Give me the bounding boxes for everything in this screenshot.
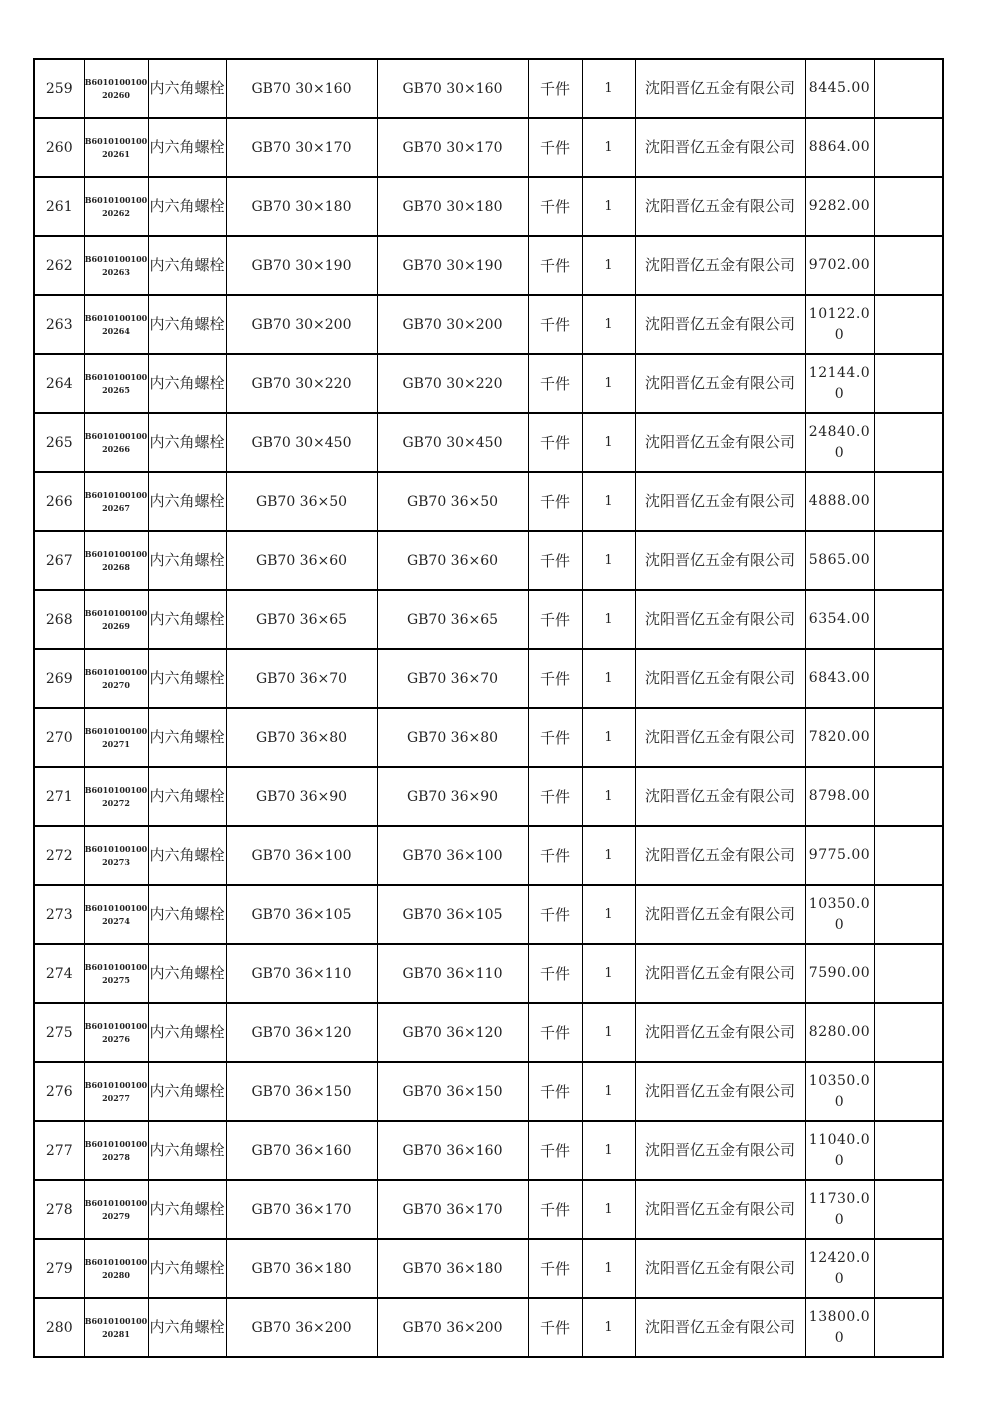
remarks-cell: [874, 59, 943, 118]
supplier-cell: 沈阳晋亿五金有限公司: [635, 295, 805, 354]
specification-cell: GB70 30×190: [226, 236, 377, 295]
supplier-cell: 沈阳晋亿五金有限公司: [635, 472, 805, 531]
price-cell: 7590.00: [805, 944, 874, 1003]
quantity-cell: 1: [582, 826, 635, 885]
remarks-cell: [874, 354, 943, 413]
unit-cell: 千件: [528, 826, 582, 885]
unit-cell: 千件: [528, 1298, 582, 1357]
row-number-cell: 263: [34, 295, 84, 354]
supplier-cell: 沈阳晋亿五金有限公司: [635, 413, 805, 472]
unit-cell: 千件: [528, 1239, 582, 1298]
table-row: [34, 1003, 943, 1062]
specification-cell: GB70 36×110: [226, 944, 377, 1003]
quantity-cell: 1: [582, 1239, 635, 1298]
price-cell: 7820.00: [805, 708, 874, 767]
model-cell: GB70 36×160: [377, 1121, 528, 1180]
specification-cell: GB70 36×150: [226, 1062, 377, 1121]
model-cell: GB70 36×110: [377, 944, 528, 1003]
specification-cell: GB70 36×90: [226, 767, 377, 826]
quantity-cell: 1: [582, 944, 635, 1003]
row-number-cell: 271: [34, 767, 84, 826]
price-cell: 6843.00: [805, 649, 874, 708]
supplier-cell: 沈阳晋亿五金有限公司: [635, 1062, 805, 1121]
unit-cell: 千件: [528, 708, 582, 767]
model-cell: GB70 36×150: [377, 1062, 528, 1121]
specification-cell: GB70 36×65: [226, 590, 377, 649]
unit-cell: 千件: [528, 236, 582, 295]
remarks-cell: [874, 472, 943, 531]
price-cell: 9282.00: [805, 177, 874, 236]
table-row: [34, 472, 943, 531]
material-code-cell: B601010010020261: [84, 118, 148, 177]
table-row: [34, 531, 943, 590]
remarks-cell: [874, 1180, 943, 1239]
remarks-cell: [874, 1003, 943, 1062]
row-number-cell: 273: [34, 885, 84, 944]
quantity-cell: 1: [582, 1003, 635, 1062]
item-name-cell: 内六角螺栓: [148, 649, 226, 708]
row-number-cell: 267: [34, 531, 84, 590]
item-name-cell: 内六角螺栓: [148, 1298, 226, 1357]
material-code-cell: B601010010020270: [84, 649, 148, 708]
row-number-cell: 278: [34, 1180, 84, 1239]
model-cell: GB70 30×450: [377, 413, 528, 472]
material-code-cell: B601010010020277: [84, 1062, 148, 1121]
row-number-cell: 277: [34, 1121, 84, 1180]
item-name-cell: 内六角螺栓: [148, 59, 226, 118]
quantity-cell: 1: [582, 118, 635, 177]
table-row: [34, 590, 943, 649]
specification-cell: GB70 30×220: [226, 354, 377, 413]
material-code-cell: B601010010020278: [84, 1121, 148, 1180]
price-cell: 24840.00: [805, 413, 874, 472]
remarks-cell: [874, 1062, 943, 1121]
item-name-cell: 内六角螺栓: [148, 1121, 226, 1180]
quantity-cell: 1: [582, 413, 635, 472]
unit-cell: 千件: [528, 1180, 582, 1239]
supplier-cell: 沈阳晋亿五金有限公司: [635, 708, 805, 767]
quantity-cell: 1: [582, 1298, 635, 1357]
row-number-cell: 279: [34, 1239, 84, 1298]
price-cell: 13800.00: [805, 1298, 874, 1357]
price-cell: 8445.00: [805, 59, 874, 118]
unit-cell: 千件: [528, 59, 582, 118]
price-cell: 12144.00: [805, 354, 874, 413]
row-number-cell: 268: [34, 590, 84, 649]
unit-cell: 千件: [528, 1062, 582, 1121]
model-cell: GB70 36×50: [377, 472, 528, 531]
material-code-cell: B601010010020269: [84, 590, 148, 649]
item-name-cell: 内六角螺栓: [148, 1180, 226, 1239]
table-row: [34, 944, 943, 1003]
item-name-cell: 内六角螺栓: [148, 826, 226, 885]
item-name-cell: 内六角螺栓: [148, 708, 226, 767]
remarks-cell: [874, 413, 943, 472]
material-code-cell: B601010010020276: [84, 1003, 148, 1062]
row-number-cell: 265: [34, 413, 84, 472]
model-cell: GB70 36×65: [377, 590, 528, 649]
specification-cell: GB70 30×170: [226, 118, 377, 177]
remarks-cell: [874, 118, 943, 177]
material-code-cell: B601010010020264: [84, 295, 148, 354]
quantity-cell: 1: [582, 590, 635, 649]
supplier-cell: 沈阳晋亿五金有限公司: [635, 1121, 805, 1180]
model-cell: GB70 30×190: [377, 236, 528, 295]
specification-cell: GB70 36×200: [226, 1298, 377, 1357]
table-row: [34, 354, 943, 413]
price-list-table: [33, 58, 944, 1358]
unit-cell: 千件: [528, 413, 582, 472]
price-cell: 11040.00: [805, 1121, 874, 1180]
table-row: [34, 885, 943, 944]
supplier-cell: 沈阳晋亿五金有限公司: [635, 1180, 805, 1239]
row-number-cell: 266: [34, 472, 84, 531]
remarks-cell: [874, 236, 943, 295]
material-code-cell: B601010010020263: [84, 236, 148, 295]
material-code-cell: B601010010020281: [84, 1298, 148, 1357]
table-row: [34, 177, 943, 236]
specification-cell: GB70 36×170: [226, 1180, 377, 1239]
table-row: [34, 649, 943, 708]
row-number-cell: 276: [34, 1062, 84, 1121]
unit-cell: 千件: [528, 649, 582, 708]
item-name-cell: 内六角螺栓: [148, 118, 226, 177]
table-row: [34, 59, 943, 118]
price-cell: 6354.00: [805, 590, 874, 649]
quantity-cell: 1: [582, 177, 635, 236]
model-cell: GB70 30×180: [377, 177, 528, 236]
row-number-cell: 260: [34, 118, 84, 177]
remarks-cell: [874, 944, 943, 1003]
material-code-cell: B601010010020275: [84, 944, 148, 1003]
unit-cell: 千件: [528, 118, 582, 177]
specification-cell: GB70 30×450: [226, 413, 377, 472]
unit-cell: 千件: [528, 531, 582, 590]
quantity-cell: 1: [582, 531, 635, 590]
remarks-cell: [874, 1239, 943, 1298]
specification-cell: GB70 36×160: [226, 1121, 377, 1180]
specification-cell: GB70 36×70: [226, 649, 377, 708]
specification-cell: GB70 36×80: [226, 708, 377, 767]
supplier-cell: 沈阳晋亿五金有限公司: [635, 767, 805, 826]
unit-cell: 千件: [528, 1003, 582, 1062]
row-number-cell: 269: [34, 649, 84, 708]
supplier-cell: 沈阳晋亿五金有限公司: [635, 885, 805, 944]
material-code-cell: B601010010020268: [84, 531, 148, 590]
supplier-cell: 沈阳晋亿五金有限公司: [635, 236, 805, 295]
quantity-cell: 1: [582, 649, 635, 708]
item-name-cell: 内六角螺栓: [148, 177, 226, 236]
table-row: [34, 1062, 943, 1121]
supplier-cell: 沈阳晋亿五金有限公司: [635, 354, 805, 413]
quantity-cell: 1: [582, 295, 635, 354]
material-code-cell: B601010010020273: [84, 826, 148, 885]
row-number-cell: 275: [34, 1003, 84, 1062]
supplier-cell: 沈阳晋亿五金有限公司: [635, 1003, 805, 1062]
unit-cell: 千件: [528, 472, 582, 531]
specification-cell: GB70 36×180: [226, 1239, 377, 1298]
material-code-cell: B601010010020265: [84, 354, 148, 413]
item-name-cell: 内六角螺栓: [148, 472, 226, 531]
quantity-cell: 1: [582, 1180, 635, 1239]
item-name-cell: 内六角螺栓: [148, 413, 226, 472]
unit-cell: 千件: [528, 295, 582, 354]
table-row: [34, 118, 943, 177]
quantity-cell: 1: [582, 472, 635, 531]
table-row: [34, 1180, 943, 1239]
model-cell: GB70 36×180: [377, 1239, 528, 1298]
price-cell: 5865.00: [805, 531, 874, 590]
model-cell: GB70 30×170: [377, 118, 528, 177]
price-cell: 10350.00: [805, 1062, 874, 1121]
row-number-cell: 270: [34, 708, 84, 767]
supplier-cell: 沈阳晋亿五金有限公司: [635, 944, 805, 1003]
model-cell: GB70 36×120: [377, 1003, 528, 1062]
price-cell: 10350.00: [805, 885, 874, 944]
material-code-cell: B601010010020266: [84, 413, 148, 472]
row-number-cell: 264: [34, 354, 84, 413]
model-cell: GB70 36×200: [377, 1298, 528, 1357]
supplier-cell: 沈阳晋亿五金有限公司: [635, 1239, 805, 1298]
material-code-cell: B601010010020267: [84, 472, 148, 531]
remarks-cell: [874, 826, 943, 885]
table-row: [34, 236, 943, 295]
table-row: [34, 295, 943, 354]
row-number-cell: 262: [34, 236, 84, 295]
material-code-cell: B601010010020280: [84, 1239, 148, 1298]
item-name-cell: 内六角螺栓: [148, 236, 226, 295]
quantity-cell: 1: [582, 885, 635, 944]
row-number-cell: 274: [34, 944, 84, 1003]
specification-cell: GB70 36×120: [226, 1003, 377, 1062]
unit-cell: 千件: [528, 944, 582, 1003]
table-row: [34, 1239, 943, 1298]
table-body: [34, 59, 943, 1357]
remarks-cell: [874, 649, 943, 708]
quantity-cell: 1: [582, 1062, 635, 1121]
supplier-cell: 沈阳晋亿五金有限公司: [635, 649, 805, 708]
supplier-cell: 沈阳晋亿五金有限公司: [635, 1298, 805, 1357]
material-code-cell: B601010010020271: [84, 708, 148, 767]
supplier-cell: 沈阳晋亿五金有限公司: [635, 118, 805, 177]
price-cell: 8864.00: [805, 118, 874, 177]
remarks-cell: [874, 1121, 943, 1180]
model-cell: GB70 36×170: [377, 1180, 528, 1239]
unit-cell: 千件: [528, 590, 582, 649]
specification-cell: GB70 30×180: [226, 177, 377, 236]
material-code-cell: B601010010020272: [84, 767, 148, 826]
supplier-cell: 沈阳晋亿五金有限公司: [635, 59, 805, 118]
model-cell: GB70 36×80: [377, 708, 528, 767]
item-name-cell: 内六角螺栓: [148, 590, 226, 649]
specification-cell: GB70 30×200: [226, 295, 377, 354]
item-name-cell: 内六角螺栓: [148, 1062, 226, 1121]
remarks-cell: [874, 1298, 943, 1357]
material-code-cell: B601010010020262: [84, 177, 148, 236]
remarks-cell: [874, 590, 943, 649]
quantity-cell: 1: [582, 354, 635, 413]
specification-cell: GB70 36×50: [226, 472, 377, 531]
specification-cell: GB70 36×105: [226, 885, 377, 944]
table-row: [34, 1121, 943, 1180]
remarks-cell: [874, 295, 943, 354]
remarks-cell: [874, 708, 943, 767]
quantity-cell: 1: [582, 708, 635, 767]
specification-cell: GB70 36×60: [226, 531, 377, 590]
row-number-cell: 272: [34, 826, 84, 885]
model-cell: GB70 30×200: [377, 295, 528, 354]
price-cell: 8798.00: [805, 767, 874, 826]
item-name-cell: 内六角螺栓: [148, 531, 226, 590]
row-number-cell: 280: [34, 1298, 84, 1357]
unit-cell: 千件: [528, 885, 582, 944]
price-cell: 8280.00: [805, 1003, 874, 1062]
price-cell: 9775.00: [805, 826, 874, 885]
unit-cell: 千件: [528, 177, 582, 236]
quantity-cell: 1: [582, 236, 635, 295]
model-cell: GB70 36×60: [377, 531, 528, 590]
unit-cell: 千件: [528, 1121, 582, 1180]
remarks-cell: [874, 531, 943, 590]
row-number-cell: 261: [34, 177, 84, 236]
supplier-cell: 沈阳晋亿五金有限公司: [635, 531, 805, 590]
remarks-cell: [874, 767, 943, 826]
model-cell: GB70 30×160: [377, 59, 528, 118]
item-name-cell: 内六角螺栓: [148, 1239, 226, 1298]
supplier-cell: 沈阳晋亿五金有限公司: [635, 826, 805, 885]
model-cell: GB70 36×70: [377, 649, 528, 708]
item-name-cell: 内六角螺栓: [148, 885, 226, 944]
price-cell: 11730.00: [805, 1180, 874, 1239]
unit-cell: 千件: [528, 354, 582, 413]
supplier-cell: 沈阳晋亿五金有限公司: [635, 590, 805, 649]
model-cell: GB70 36×90: [377, 767, 528, 826]
table-row: [34, 1298, 943, 1357]
price-cell: 10122.00: [805, 295, 874, 354]
item-name-cell: 内六角螺栓: [148, 354, 226, 413]
supplier-cell: 沈阳晋亿五金有限公司: [635, 177, 805, 236]
item-name-cell: 内六角螺栓: [148, 1003, 226, 1062]
model-cell: GB70 36×100: [377, 826, 528, 885]
material-code-cell: B601010010020279: [84, 1180, 148, 1239]
quantity-cell: 1: [582, 767, 635, 826]
model-cell: GB70 30×220: [377, 354, 528, 413]
specification-cell: GB70 36×100: [226, 826, 377, 885]
quantity-cell: 1: [582, 1121, 635, 1180]
remarks-cell: [874, 177, 943, 236]
table-row: [34, 413, 943, 472]
price-cell: 4888.00: [805, 472, 874, 531]
material-code-cell: B601010010020274: [84, 885, 148, 944]
table-row: [34, 767, 943, 826]
quantity-cell: 1: [582, 59, 635, 118]
specification-cell: GB70 30×160: [226, 59, 377, 118]
item-name-cell: 内六角螺栓: [148, 295, 226, 354]
price-cell: 12420.00: [805, 1239, 874, 1298]
price-cell: 9702.00: [805, 236, 874, 295]
table-row: [34, 708, 943, 767]
model-cell: GB70 36×105: [377, 885, 528, 944]
item-name-cell: 内六角螺栓: [148, 767, 226, 826]
unit-cell: 千件: [528, 767, 582, 826]
item-name-cell: 内六角螺栓: [148, 944, 226, 1003]
remarks-cell: [874, 885, 943, 944]
row-number-cell: 259: [34, 59, 84, 118]
table-row: [34, 826, 943, 885]
material-code-cell: B601010010020260: [84, 59, 148, 118]
